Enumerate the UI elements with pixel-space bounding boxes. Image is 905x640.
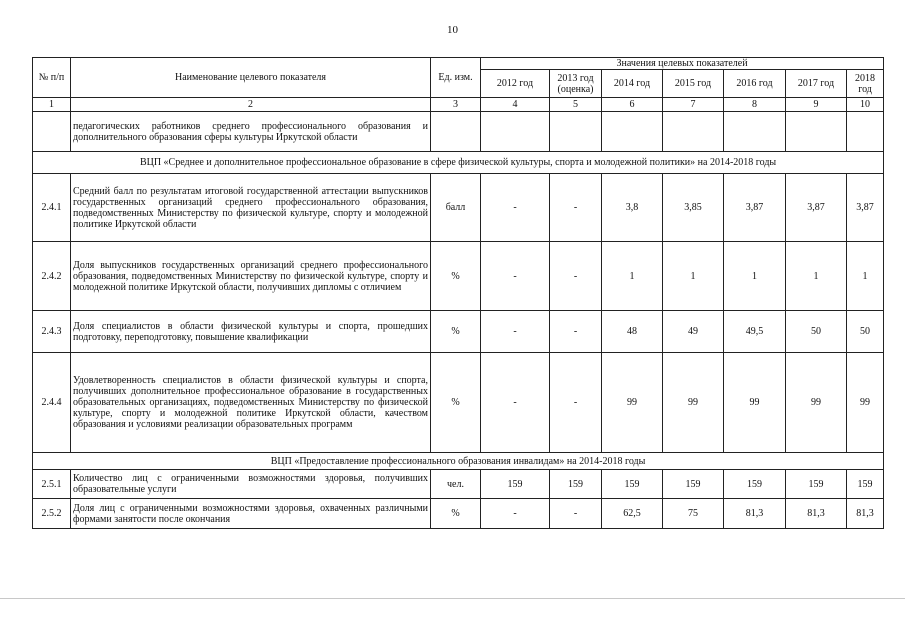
target-indicators-table: [32, 57, 884, 529]
unit-cell: балл: [431, 174, 481, 242]
indicator-name: Удовлетворенность специалистов в области физической культуры и спорта, получивших дополнительное профессиональное образование в государственных образовательных организациях, подведомственных Министерству по физической культуре, спорту и молодежной политике Иркутской области, качеством образования и условиями реализации образовательных программ: [71, 353, 431, 453]
value-cell: 49: [663, 311, 724, 353]
indicator-name: Средний балл по результатам итоговой государственной аттестации выпускников государственных организаций среднего профессионального образования, подведомственных Министерству по физической культуре, спорту и молодежной политике Иркутской области: [71, 174, 431, 242]
header-row-top: [33, 58, 884, 70]
unit-cell: %: [431, 242, 481, 311]
value-cell: 81,3: [786, 499, 847, 529]
table-row: [33, 499, 884, 529]
unit-cell: %: [431, 311, 481, 353]
value-cell: 81,3: [847, 499, 884, 529]
index-cell: 3: [431, 98, 481, 112]
indicator-name: Количество лиц с ограниченными возможностями здоровья, получивших образовательные услуги: [71, 470, 431, 499]
row-number: 2.4.3: [33, 311, 71, 353]
value-cell: 3,87: [847, 174, 884, 242]
row-number: 2.5.1: [33, 470, 71, 499]
value-cell: -: [550, 242, 602, 311]
value-cell: -: [550, 499, 602, 529]
header-year: 2015 год: [663, 70, 724, 98]
value-cell: 159: [847, 470, 884, 499]
index-cell: 9: [786, 98, 847, 112]
index-cell: 2: [71, 98, 431, 112]
value-cell: -: [481, 242, 550, 311]
table-row: [33, 311, 884, 353]
value-cell: 49,5: [724, 311, 786, 353]
row-number: 2.4.4: [33, 353, 71, 453]
value-cell: -: [481, 353, 550, 453]
value-cell: 99: [602, 353, 663, 453]
value-cell: 50: [786, 311, 847, 353]
value-cell: 50: [847, 311, 884, 353]
header-unit: Ед. изм.: [431, 58, 481, 98]
unit-cell: чел.: [431, 470, 481, 499]
value-cell: 3,8: [602, 174, 663, 242]
value-cell: 99: [786, 353, 847, 453]
value-cell: 1: [786, 242, 847, 311]
index-cell: 5: [550, 98, 602, 112]
value-cell: 159: [602, 470, 663, 499]
scan-edge-divider: [0, 598, 905, 599]
value-cell: 159: [724, 470, 786, 499]
table-row-continuation: [33, 112, 884, 152]
header-year: 2013 год (оценка): [550, 70, 602, 98]
table-row: [33, 353, 884, 453]
value-cell: 1: [663, 242, 724, 311]
value-cell: -: [550, 311, 602, 353]
section-title: ВЦП «Среднее и дополнительное профессиональное образование в сфере физической культуры, спорта и молодежной политики» на 2014-2018 годы: [33, 152, 884, 174]
value-cell: 81,3: [724, 499, 786, 529]
value-cell: 75: [663, 499, 724, 529]
value-cell: 99: [847, 353, 884, 453]
value-cell: 3,87: [786, 174, 847, 242]
value-cell: -: [481, 174, 550, 242]
unit-cell: %: [431, 499, 481, 529]
header-values: Значения целевых показателей: [481, 58, 884, 70]
header-year: 2012 год: [481, 70, 550, 98]
header-num: № п/п: [33, 58, 71, 98]
value-cell: 3,87: [724, 174, 786, 242]
index-cell: 8: [724, 98, 786, 112]
row-number: 2.4.2: [33, 242, 71, 311]
indicator-name: Доля лиц с ограниченными возможностями здоровья, охваченных различными формами занятости после окончания: [71, 499, 431, 529]
table-row: [33, 242, 884, 311]
value-cell: -: [550, 353, 602, 453]
indicator-name: Доля выпускников государственных организаций среднего профессионального образования, подведомственных Министерству по физической культуре, спорту и молодежной политике Иркутской области, получивших дипломы с отличием: [71, 242, 431, 311]
header-year: 2018 год: [847, 70, 884, 98]
value-cell: 48: [602, 311, 663, 353]
value-cell: 1: [724, 242, 786, 311]
value-cell: 62,5: [602, 499, 663, 529]
section-row-vcp1: [33, 152, 884, 174]
index-cell: 6: [602, 98, 663, 112]
row-number: 2.5.2: [33, 499, 71, 529]
header-index-row: [33, 98, 884, 112]
header-year: 2014 год: [602, 70, 663, 98]
value-cell: 99: [663, 353, 724, 453]
page-number: 10: [447, 24, 458, 36]
value-cell: 3,85: [663, 174, 724, 242]
value-cell: 159: [786, 470, 847, 499]
value-cell: 99: [724, 353, 786, 453]
index-cell: 10: [847, 98, 884, 112]
index-cell: 1: [33, 98, 71, 112]
header-year: 2016 год: [724, 70, 786, 98]
index-cell: 4: [481, 98, 550, 112]
value-cell: -: [481, 499, 550, 529]
table-row: [33, 470, 884, 499]
value-cell: 1: [847, 242, 884, 311]
indicator-name: педагогических работников среднего профессионального образования и дополнительного образования сферы культуры Иркутской области: [71, 112, 431, 152]
section-row-vcp2: [33, 453, 884, 470]
table-row: [33, 174, 884, 242]
value-cell: 159: [550, 470, 602, 499]
value-cell: -: [481, 311, 550, 353]
section-title: ВЦП «Предоставление профессионального образования инвалидам» на 2014-2018 годы: [33, 453, 884, 470]
header-year: 2017 год: [786, 70, 847, 98]
row-number: 2.4.1: [33, 174, 71, 242]
value-cell: 1: [602, 242, 663, 311]
indicator-name: Доля специалистов в области физической культуры и спорта, прошедших подготовку, переподготовку, повышение квалификации: [71, 311, 431, 353]
header-name: Наименование целевого показателя: [71, 58, 431, 98]
value-cell: 159: [481, 470, 550, 499]
value-cell: 159: [663, 470, 724, 499]
value-cell: -: [550, 174, 602, 242]
unit-cell: %: [431, 353, 481, 453]
index-cell: 7: [663, 98, 724, 112]
